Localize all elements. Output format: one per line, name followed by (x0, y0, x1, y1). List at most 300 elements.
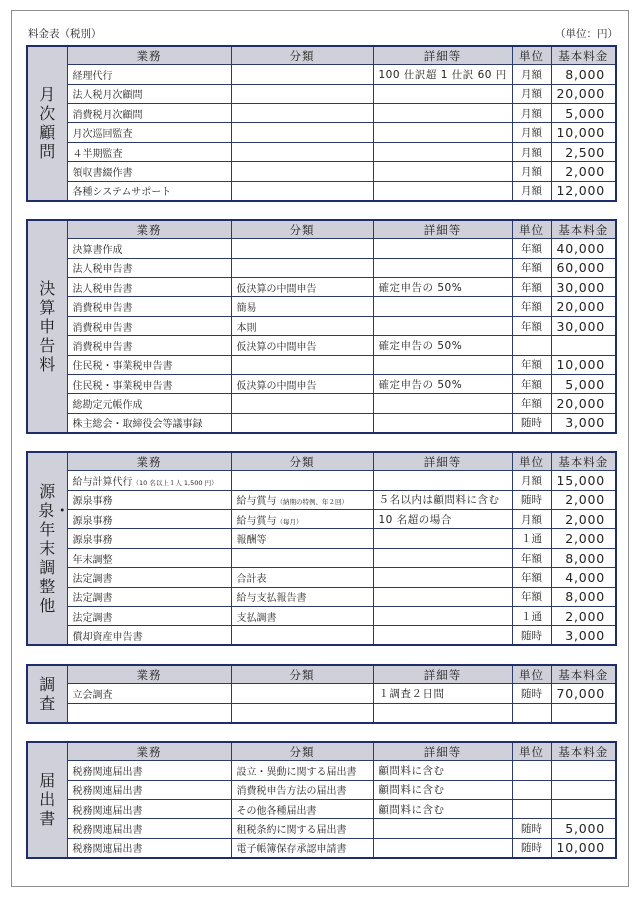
header-base-fee: 基本料金 (551, 220, 616, 239)
table-row (27, 838, 616, 857)
table-row (27, 336, 616, 355)
base-fee-cell (551, 568, 616, 587)
unit-cell (512, 780, 551, 799)
table-row (27, 684, 616, 703)
unit-text: 年額 (521, 301, 542, 314)
business-text: ４半期監査 (72, 148, 123, 160)
base-fee-cell (551, 181, 616, 200)
details-cell (373, 510, 512, 529)
business-cell (67, 607, 231, 626)
business-text: 消費税申告書 (72, 341, 133, 353)
details-cell (373, 181, 512, 200)
business-cell (67, 761, 231, 780)
unit-cell (512, 607, 551, 626)
business-cell (67, 355, 231, 374)
category-text: 仮決算の中間申告 (236, 283, 317, 295)
header-unit: 単位 (512, 220, 551, 239)
header-category: 分類 (231, 220, 373, 239)
details-cell (373, 626, 512, 645)
category-cell (231, 181, 373, 200)
base-fee-cell (551, 761, 616, 780)
details-text: 100 仕訳超 1 仕訳 60 円 (378, 68, 507, 81)
header-details: 詳細等 (373, 220, 512, 239)
category-note: （毎月） (276, 517, 303, 526)
base-fee-text: 70,000 (556, 685, 606, 701)
details-cell (373, 258, 512, 277)
unit-cell (512, 84, 551, 103)
category-cell (231, 142, 373, 161)
details-cell (373, 355, 512, 374)
table-row (27, 800, 616, 819)
category-text: 電子帳簿保存承認申請書 (236, 844, 347, 856)
details-text: １調査２日間 (378, 687, 445, 700)
business-cell (67, 838, 231, 857)
details-cell (373, 490, 512, 509)
base-fee-cell (551, 142, 616, 161)
business-cell (67, 819, 231, 838)
unit-cell (512, 703, 551, 722)
unit-text: 月額 (521, 107, 542, 120)
business-cell (67, 529, 231, 548)
page-title: 料金表（税別） (28, 28, 102, 40)
category-text: 仮決算の中間申告 (236, 380, 317, 392)
table-row (27, 123, 616, 142)
header-base-fee: 基本料金 (551, 452, 616, 471)
section-notifications (26, 741, 615, 859)
unit-cell (512, 297, 551, 316)
section-label-cell (27, 665, 67, 723)
category-cell (231, 510, 373, 529)
details-cell (373, 780, 512, 799)
unit-text: 年額 (521, 242, 542, 255)
business-text: 給与計算代行 (72, 476, 133, 488)
unit-text: 月額 (521, 165, 542, 178)
base-fee-text: 30,000 (556, 318, 606, 334)
section-label-cell (27, 46, 67, 201)
details-text: 10 名超の場合 (378, 513, 452, 526)
business-text: 決算書作成 (72, 244, 123, 256)
section-label: 調査 (39, 674, 56, 713)
business-cell (67, 123, 231, 142)
unit-cell (512, 239, 551, 258)
section-label: 届出書 (39, 771, 56, 829)
business-cell (67, 780, 231, 799)
unit-text: 随時 (521, 417, 542, 430)
business-text: 法定調書 (72, 612, 113, 624)
base-fee-text: 20,000 (556, 299, 606, 315)
base-fee-cell (551, 65, 616, 84)
details-text: 確定申告の 50% (378, 281, 463, 294)
business-note: （10 名以上１人 1,500 円） (132, 478, 218, 487)
base-fee-cell (551, 684, 616, 703)
category-cell (231, 780, 373, 799)
base-fee-text: 30,000 (556, 279, 606, 295)
table-row (27, 490, 616, 509)
category-cell (231, 336, 373, 355)
business-cell (67, 510, 231, 529)
details-cell (373, 394, 512, 413)
details-text: 確定申告の 50% (378, 378, 463, 391)
base-fee-cell (551, 471, 616, 490)
base-fee-text: 5,000 (565, 821, 605, 837)
table-row (27, 162, 616, 181)
category-text: 消費税申告方法の届出書 (236, 786, 347, 798)
details-text: 顧問料に含む (378, 784, 445, 797)
details-cell (373, 162, 512, 181)
business-text: 消費税申告書 (72, 322, 133, 334)
category-cell (231, 761, 373, 780)
table-row (27, 239, 616, 258)
business-text: 源泉事務 (72, 496, 113, 508)
unit-cell (512, 336, 551, 355)
category-cell (231, 104, 373, 123)
business-cell (67, 65, 231, 84)
header-business: 業務 (67, 665, 231, 684)
category-cell (231, 258, 373, 277)
table-row (27, 258, 616, 277)
business-cell (67, 336, 231, 355)
base-fee-cell (551, 162, 616, 181)
details-cell (373, 838, 512, 857)
section-label-cell (27, 742, 67, 858)
header-unit: 単位 (512, 742, 551, 761)
business-cell (67, 297, 231, 316)
business-text: 消費税申告書 (72, 303, 133, 315)
business-cell (67, 394, 231, 413)
category-cell (231, 239, 373, 258)
unit-cell (512, 761, 551, 780)
table-row (27, 394, 616, 413)
table-row (27, 413, 616, 432)
table-row (27, 529, 616, 548)
section-label: 決算申告料 (39, 278, 56, 374)
business-text: 領収書綴作書 (72, 167, 133, 179)
details-cell (373, 471, 512, 490)
business-cell (67, 258, 231, 277)
base-fee-text: 15,000 (556, 472, 606, 488)
base-fee-text: 3,000 (565, 627, 605, 643)
category-cell (231, 838, 373, 857)
base-fee-cell (551, 394, 616, 413)
table-header-row (27, 452, 616, 471)
unit-cell (512, 278, 551, 297)
base-fee-text: 20,000 (556, 396, 606, 412)
table-row (27, 104, 616, 123)
section-label: 月次顧問 (39, 85, 56, 162)
business-cell (67, 471, 231, 490)
unit-cell (512, 626, 551, 645)
details-cell (373, 142, 512, 161)
base-fee-text: 60,000 (556, 260, 606, 276)
business-text: 総勘定元帳作成 (72, 400, 143, 412)
unit-text: 随時 (521, 842, 542, 855)
table-row (27, 761, 616, 780)
table-header-row (27, 742, 616, 761)
header-details: 詳細等 (373, 665, 512, 684)
base-fee-cell (551, 297, 616, 316)
business-text: 法定調書 (72, 593, 113, 605)
header-business: 業務 (67, 452, 231, 471)
base-fee-cell (551, 316, 616, 335)
unit-text: 年額 (521, 571, 542, 584)
base-fee-cell (551, 529, 616, 548)
category-text: その他各種届出書 (236, 805, 317, 817)
unit-cell (512, 838, 551, 857)
base-fee-cell (551, 239, 616, 258)
business-cell (67, 278, 231, 297)
header-category: 分類 (231, 665, 373, 684)
category-note: （納期の特例、年２回） (276, 498, 348, 507)
table-row (27, 375, 616, 394)
details-text: 確定申告の 50% (378, 339, 463, 352)
business-cell (67, 626, 231, 645)
base-fee-text: 10,000 (556, 125, 606, 141)
business-cell (67, 568, 231, 587)
table-row (27, 587, 616, 606)
header-category: 分類 (231, 452, 373, 471)
header-line (28, 27, 618, 41)
category-cell (231, 316, 373, 335)
details-cell (373, 607, 512, 626)
table-row (27, 703, 616, 722)
section-audit (26, 664, 615, 724)
table-row (27, 510, 616, 529)
business-cell (67, 800, 231, 819)
unit-text: 月額 (521, 127, 542, 140)
base-fee-text: 2,000 (565, 492, 605, 508)
table-row (27, 819, 616, 838)
table-row (27, 607, 616, 626)
unit-text: 月額 (521, 185, 542, 198)
base-fee-cell (551, 104, 616, 123)
header-business: 業務 (67, 742, 231, 761)
fee-table (26, 45, 617, 202)
business-cell (67, 490, 231, 509)
unit-cell (512, 684, 551, 703)
base-fee-text: 5,000 (565, 105, 605, 121)
unit-text: 年額 (521, 359, 542, 372)
category-text: 支払調書 (236, 612, 277, 624)
base-fee-cell (551, 800, 616, 819)
base-fee-cell (551, 355, 616, 374)
details-cell (373, 65, 512, 84)
business-cell (67, 703, 231, 722)
unit-text: 年額 (521, 398, 542, 411)
base-fee-text: 12,000 (556, 183, 606, 199)
business-text: 法人税申告書 (72, 264, 133, 276)
section-withholding-yearend (26, 451, 615, 646)
header-business: 業務 (67, 46, 231, 65)
header-base-fee: 基本料金 (551, 46, 616, 65)
base-fee-cell (551, 510, 616, 529)
unit-cell (512, 181, 551, 200)
base-fee-cell (551, 258, 616, 277)
base-fee-text: 10,000 (556, 840, 606, 856)
unit-text: 月額 (521, 146, 542, 159)
header-category: 分類 (231, 46, 373, 65)
details-cell (373, 761, 512, 780)
unit-note: （単位：円） (555, 28, 618, 40)
category-text: 合計表 (236, 573, 267, 585)
unit-cell (512, 316, 551, 335)
base-fee-text: 2,000 (565, 163, 605, 179)
table-row (27, 278, 616, 297)
fee-table (26, 741, 617, 859)
business-text: 各種システムサポート (72, 187, 172, 199)
details-text: ５名以内は顧問料に含む (378, 494, 500, 507)
details-cell (373, 587, 512, 606)
details-cell (373, 336, 512, 355)
category-text: 給与賞与 (236, 515, 277, 527)
unit-text: １通 (521, 610, 542, 623)
table-row (27, 142, 616, 161)
base-fee-text: 40,000 (556, 240, 606, 256)
business-cell (67, 142, 231, 161)
base-fee-cell (551, 123, 616, 142)
category-text: 簡易 (236, 303, 257, 315)
category-cell (231, 84, 373, 103)
category-cell (231, 297, 373, 316)
business-text: 税務関連届出書 (72, 786, 143, 798)
category-cell (231, 490, 373, 509)
category-cell (231, 278, 373, 297)
business-text: 法人税月次顧問 (72, 90, 143, 102)
fee-table (26, 664, 617, 724)
category-cell (231, 375, 373, 394)
base-fee-cell (551, 490, 616, 509)
header-category: 分類 (231, 742, 373, 761)
header-details: 詳細等 (373, 742, 512, 761)
table-row (27, 548, 616, 567)
base-fee-text: 20,000 (556, 86, 606, 102)
unit-cell (512, 471, 551, 490)
category-cell (231, 607, 373, 626)
unit-cell (512, 548, 551, 567)
unit-text: 月額 (521, 88, 542, 101)
category-cell (231, 684, 373, 703)
business-cell (67, 375, 231, 394)
unit-text: 年額 (521, 262, 542, 275)
details-cell (373, 278, 512, 297)
business-text: 税務関連届出書 (72, 844, 143, 856)
base-fee-cell (551, 548, 616, 567)
business-cell (67, 84, 231, 103)
unit-text: 年額 (521, 320, 542, 333)
details-cell (373, 529, 512, 548)
unit-text: 月額 (521, 474, 542, 487)
business-text: 税務関連届出書 (72, 805, 143, 817)
base-fee-text: 4,000 (565, 569, 605, 585)
base-fee-cell (551, 84, 616, 103)
base-fee-cell (551, 703, 616, 722)
unit-cell (512, 587, 551, 606)
base-fee-cell (551, 838, 616, 857)
unit-text: 随時 (521, 687, 542, 700)
category-cell (231, 394, 373, 413)
header-business: 業務 (67, 220, 231, 239)
details-cell (373, 800, 512, 819)
business-cell (67, 587, 231, 606)
business-text: 税務関連届出書 (72, 825, 143, 837)
business-text: 法定調書 (72, 573, 113, 585)
table-header-row (27, 220, 616, 239)
unit-text: １通 (521, 533, 542, 546)
unit-text: 月額 (521, 513, 542, 526)
category-cell (231, 413, 373, 432)
business-text: 法人税申告書 (72, 283, 133, 295)
unit-text: 年額 (521, 378, 542, 391)
base-fee-cell (551, 780, 616, 799)
business-text: 月次巡回監査 (72, 129, 133, 141)
category-text: 報酬等 (236, 535, 267, 547)
business-text: 源泉事務 (72, 535, 113, 547)
header-unit: 単位 (512, 46, 551, 65)
category-cell (231, 548, 373, 567)
details-cell (373, 703, 512, 722)
base-fee-text: 8,000 (565, 589, 605, 605)
base-fee-text: 2,500 (565, 144, 605, 160)
section-label: 源泉・年末調整他 (38, 482, 71, 616)
base-fee-cell (551, 336, 616, 355)
unit-cell (512, 104, 551, 123)
unit-text: 随時 (521, 494, 542, 507)
base-fee-cell (551, 413, 616, 432)
details-cell (373, 84, 512, 103)
header-details: 詳細等 (373, 452, 512, 471)
details-cell (373, 123, 512, 142)
category-text: 本則 (236, 322, 257, 334)
base-fee-text: 3,000 (565, 415, 605, 431)
details-text: 顧問料に含む (378, 764, 445, 777)
category-cell (231, 800, 373, 819)
category-text: 仮決算の中間申告 (236, 341, 317, 353)
details-cell (373, 684, 512, 703)
category-cell (231, 587, 373, 606)
table-row (27, 84, 616, 103)
business-cell (67, 162, 231, 181)
business-text: 源泉事務 (72, 515, 113, 527)
business-text: 経理代行 (72, 70, 113, 82)
category-text: 設立・異動に関する届出書 (236, 766, 357, 778)
details-cell (373, 104, 512, 123)
category-cell (231, 626, 373, 645)
unit-cell (512, 65, 551, 84)
base-fee-text: 2,000 (565, 531, 605, 547)
category-text: 給与支払報告書 (236, 593, 307, 605)
base-fee-text: 8,000 (565, 66, 605, 82)
unit-text: 年額 (521, 281, 542, 294)
category-cell (231, 65, 373, 84)
unit-text: 随時 (521, 823, 542, 836)
base-fee-text: 2,000 (565, 511, 605, 527)
business-cell (67, 181, 231, 200)
base-fee-text: 2,000 (565, 608, 605, 624)
table-row (27, 297, 616, 316)
business-text: 税務関連届出書 (72, 766, 143, 778)
category-cell (231, 568, 373, 587)
unit-cell (512, 355, 551, 374)
unit-cell (512, 394, 551, 413)
unit-cell (512, 375, 551, 394)
category-cell (231, 355, 373, 374)
details-cell (373, 239, 512, 258)
category-cell (231, 819, 373, 838)
header-unit: 単位 (512, 665, 551, 684)
header-base-fee: 基本料金 (551, 665, 616, 684)
business-cell (67, 239, 231, 258)
business-cell (67, 104, 231, 123)
fee-table (26, 451, 617, 646)
